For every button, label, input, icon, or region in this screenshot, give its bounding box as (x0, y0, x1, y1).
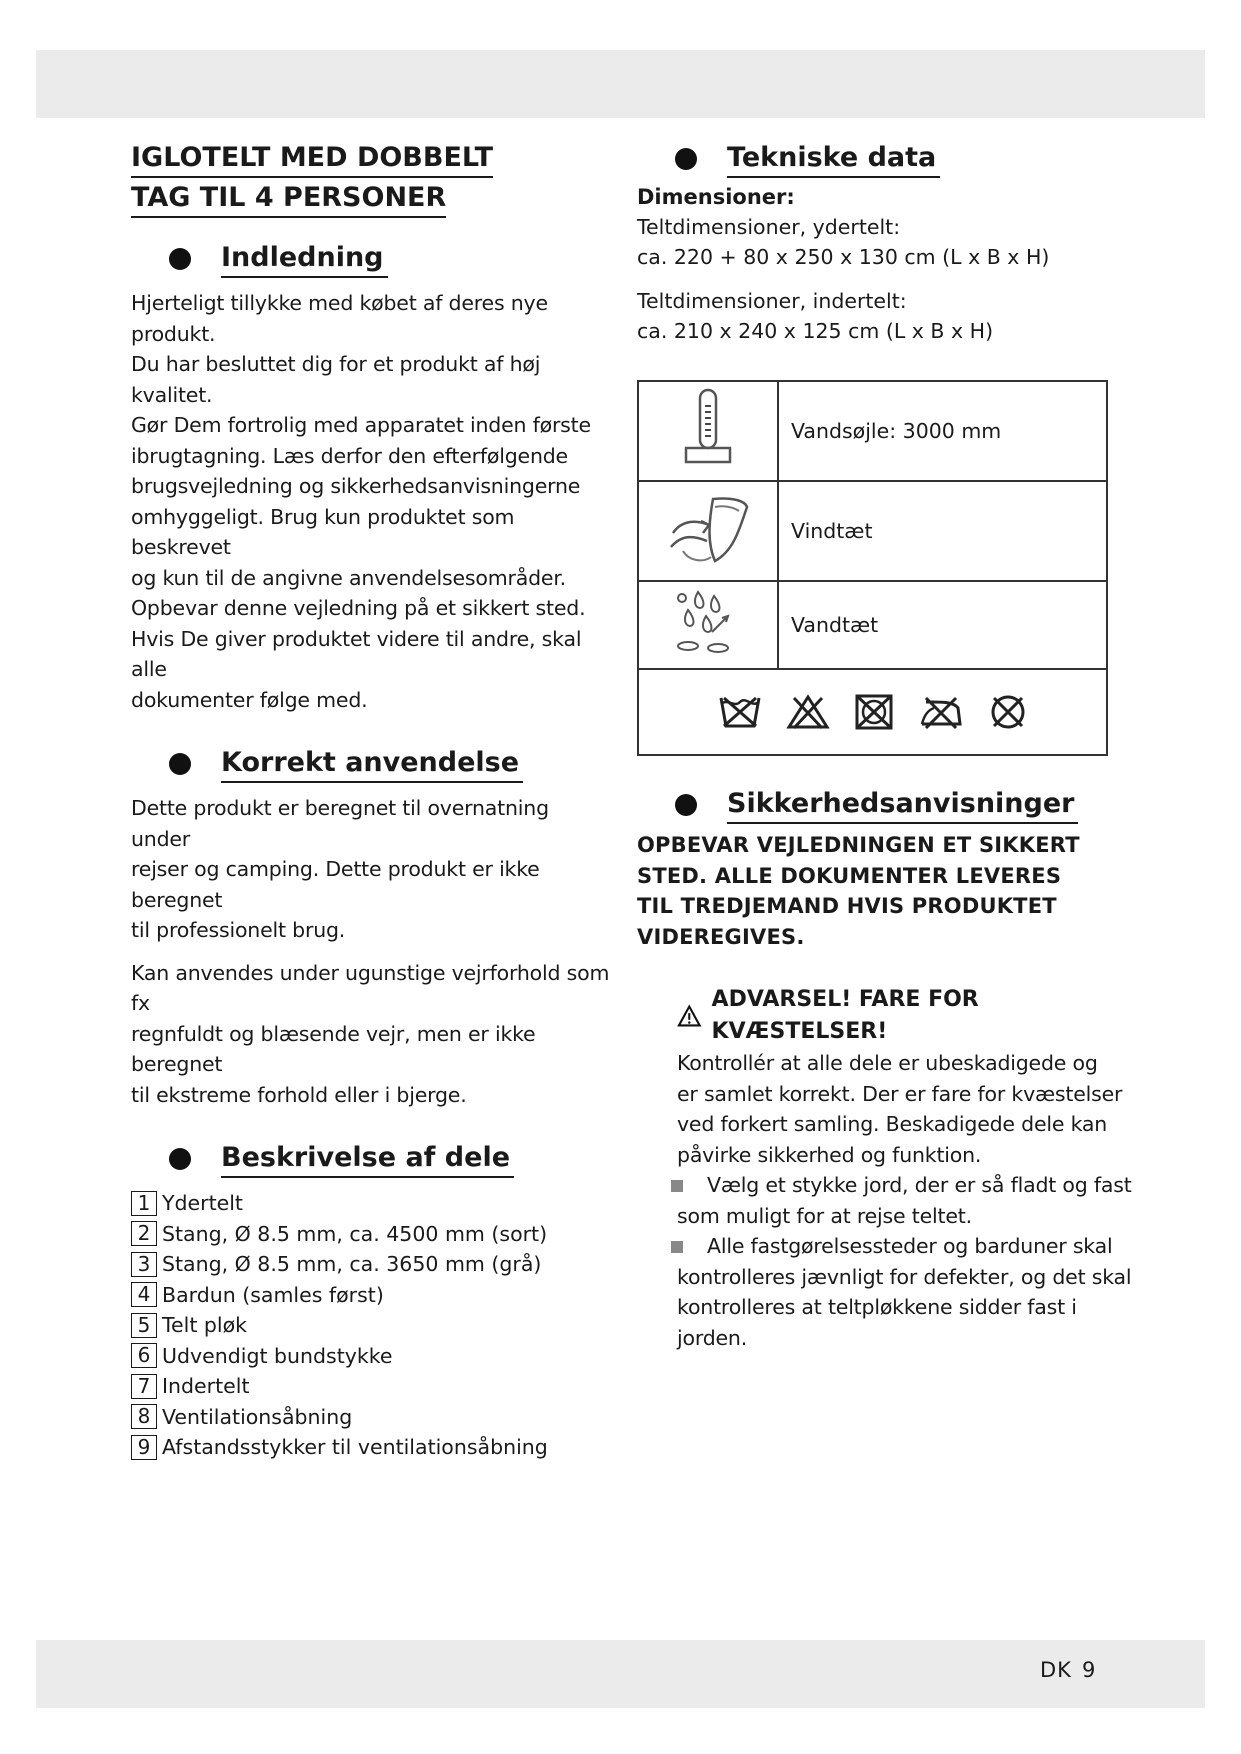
list-item: Alle fastgørelsessteder og barduner skal kontrolleres jævnligt for defekter, og det skal kontrolleres at teltpløkkene sidder fast i jorden. (677, 1231, 1137, 1353)
square-bullet-icon (671, 1241, 683, 1253)
header-band (36, 50, 1205, 118)
language-code: DK (1040, 1658, 1072, 1682)
list-item: 4 Bardun (samles først) (131, 1280, 611, 1311)
bullet-icon (675, 794, 697, 816)
care-symbols (638, 669, 1107, 755)
list-item: 7 Indertelt (131, 1371, 611, 1402)
no-iron-icon (918, 694, 964, 730)
bullet-icon (169, 753, 191, 775)
bullet-icon (675, 148, 697, 170)
safety-heading: Sikkerhedsanvisninger (675, 786, 1137, 824)
parts-heading: Beskrivelse af dele (169, 1140, 611, 1178)
list-item: 6 Udvendigt bundstykke (131, 1341, 611, 1372)
square-bullet-icon (671, 1180, 683, 1192)
table-row (638, 669, 1107, 755)
table-row (638, 581, 1107, 669)
bullet-icon (169, 248, 191, 270)
left-column (131, 140, 611, 1463)
windproof-icon (638, 481, 778, 581)
tech-heading: Tekniske data (675, 140, 1137, 178)
bullet-icon (169, 1148, 191, 1170)
footer-band (36, 1640, 1205, 1708)
warning-text: Kontrollér at alle dele er ubeskadigede og er samlet korrekt. Der er fare for kvæstelser ved forkert samling. Beskadigede dele kan påvirke sikkerhed og funktion. (677, 1051, 1123, 1167)
list-item: 1 Ydertelt (131, 1188, 611, 1219)
warning-title: ADVARSEL! FARE FOR KVÆSTELSER! (677, 984, 1137, 1048)
right-column (637, 140, 1137, 1365)
table-row (638, 381, 1107, 481)
spec-table (637, 380, 1108, 756)
page-number-value: 9 (1081, 1658, 1097, 1682)
waterproof-icon (638, 581, 778, 669)
list-item: 5 Telt pløk (131, 1310, 611, 1341)
inner-dim-value: ca. 210 x 240 x 125 cm (L x B x H) (637, 319, 994, 343)
list-item: 2 Stang, Ø 8.5 mm, ca. 4500 mm (sort) (131, 1219, 611, 1250)
usage-text-1: Dette produkt er beregnet til overnatning under rejser og camping. Dette produkt er ikke beregnet til professionelt brug. (131, 796, 549, 942)
no-dry-clean-icon (988, 694, 1028, 730)
outer-dim-label: Teltdimensioner, ydertelt: (637, 215, 901, 239)
parts-list (131, 1188, 611, 1463)
water-column-icon (638, 381, 778, 481)
usage-heading: Korrekt anvendelse (169, 745, 611, 783)
intro-heading: Indledning (169, 240, 611, 278)
page-title (131, 140, 611, 220)
no-tumble-dry-icon (854, 694, 894, 730)
page-number (1040, 1658, 1096, 1682)
title-line-2: TAG TIL 4 PERSONER (131, 180, 446, 218)
safety-caps-text: OPBEVAR VEJLEDNINGEN ET SIKKERT STED. ALLE DOKUMENTER LEVERES TIL TREDJEMAND HVIS PRODUKTET VIDEREGIVES. (637, 833, 1080, 949)
list-item: 8 Ventilationsåbning (131, 1402, 611, 1433)
outer-dim-value: ca. 220 + 80 x 250 x 130 cm (L x B x H) (637, 245, 1050, 269)
water-column-text: Vandsøjle: 3000 mm (778, 381, 1107, 481)
list-item: Vælg et stykke jord, der er så fladt og fast som muligt for at rejse teltet. (677, 1170, 1137, 1231)
table-row (638, 481, 1107, 581)
list-item: 9 Afstandsstykker til ventilationsåbning (131, 1432, 611, 1463)
inner-dim-label: Teltdimensioner, indertelt: (637, 289, 907, 313)
no-bleach-icon (786, 694, 830, 730)
waterproof-text: Vandtæt (778, 581, 1107, 669)
warning-block (677, 984, 1137, 1353)
list-item: 3 Stang, Ø 8.5 mm, ca. 3650 mm (grå) (131, 1249, 611, 1280)
no-wash-icon (718, 694, 762, 730)
intro-text: Hjerteligt tillykke med købet af deres nye produkt. Du har besluttet dig for et produkt af høj kvalitet. Gør Dem fortrolig med apparatet inden første ibrugtagning. Læs derfor den efterfølgende brugsvejledning og sikkerhedsanvisningerne omhyggeligt. Brug kun produktet som beskrevet og kun til de angivne anvendelsesområder. Opbevar denne vejledning på et sikkert sted. Hvis De giver produktet videre til andre, skal alle dokumenter følge med. (131, 291, 591, 712)
title-line-1: IGLOTELT MED DOBBELT (131, 140, 493, 178)
usage-text-2: Kan anvendes under ugunstige vejrforhold som fx regnfuldt og blæsende vejr, men er ikke beregnet til ekstreme forhold eller i bjerge. (131, 960, 610, 1107)
warning-icon (677, 1004, 702, 1028)
windproof-text: Vindtæt (778, 481, 1107, 581)
dimensions-label: Dimensioner: (637, 185, 795, 209)
